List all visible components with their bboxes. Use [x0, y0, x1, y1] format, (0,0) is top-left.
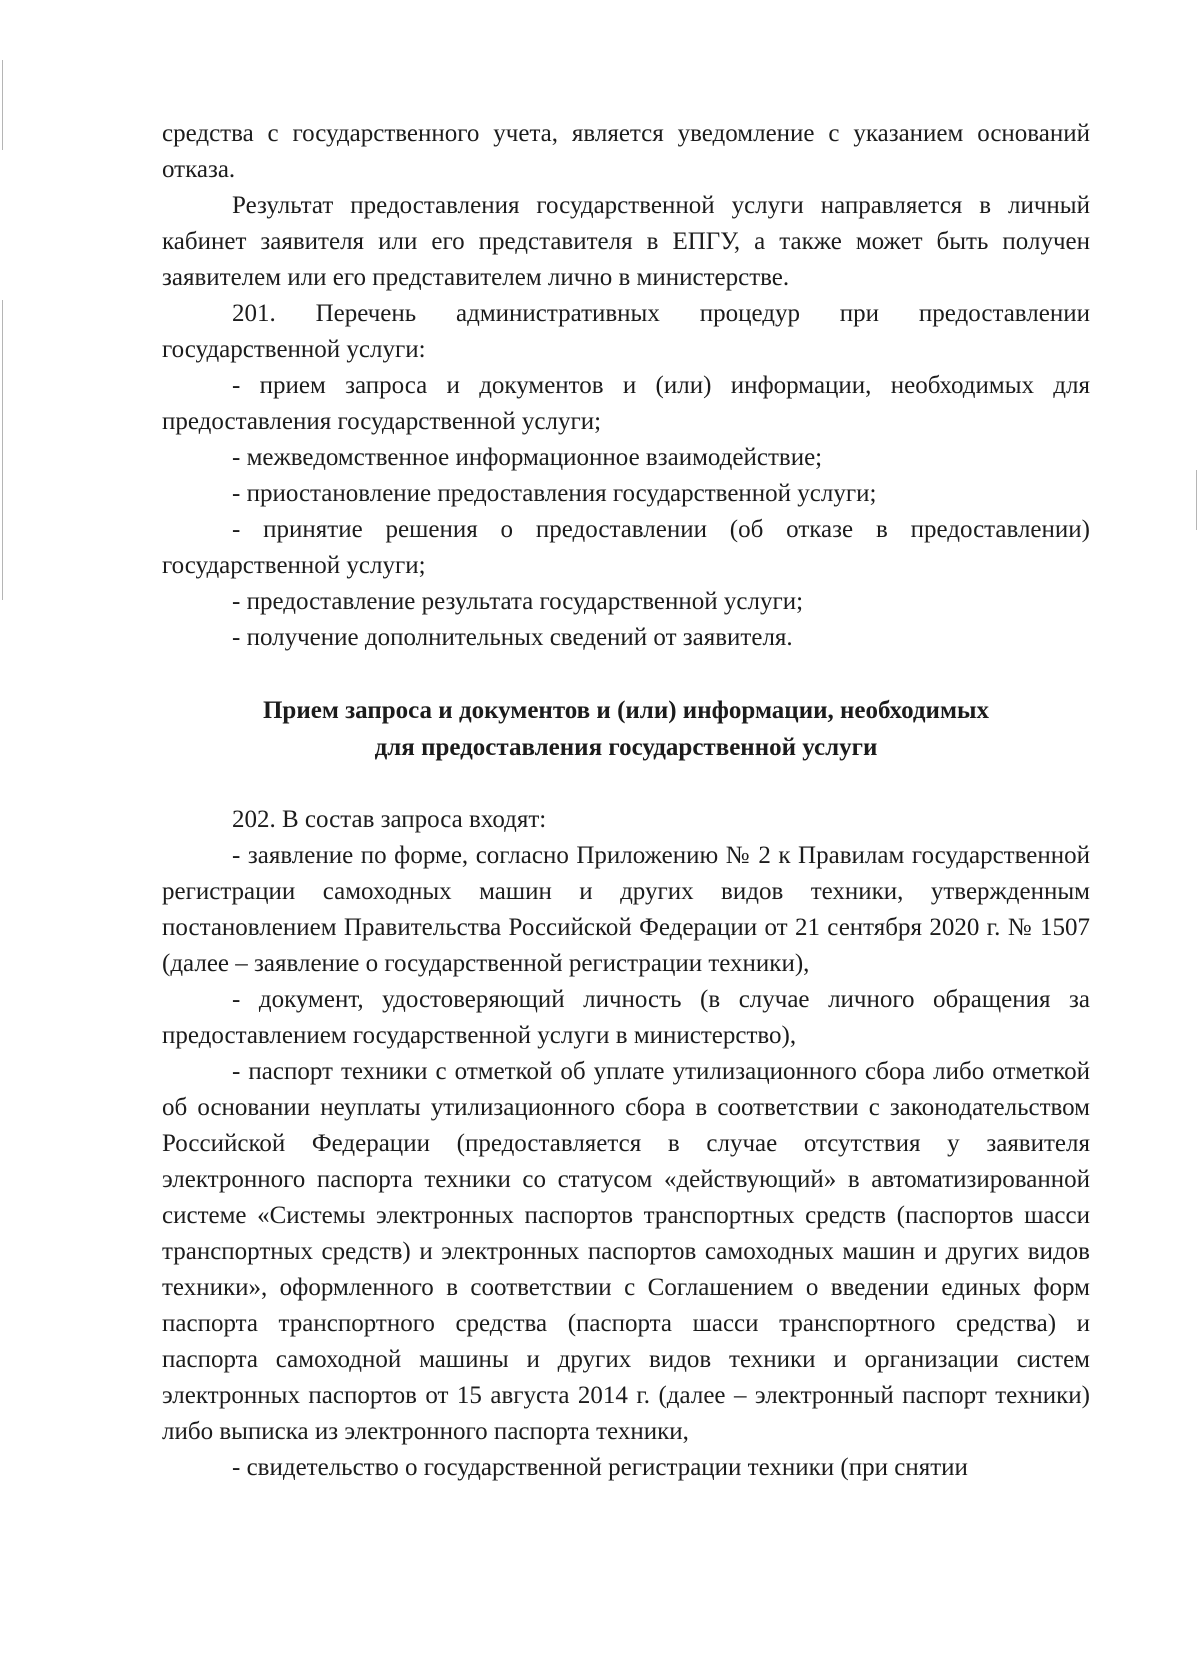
paragraph-q4: - паспорт техники с отметкой об уплате утилизационного сбора либо отметкой об основании неуплаты утилизационного сбора в соответствии с законодательством Российской Федерации (предоставляется в случае отсутствия у заявителя электронного паспорта техники со статусом «действующий» в автоматизированной системе «Системы электронных паспортов транспортных средств (паспортов шасси транспортных средств) и электронных паспортов самоходных машин и других видов техники», оформленного в соответствии с Соглашением о введении единых форм паспорта транспортного средства (паспорта шасси транспортного средства) и паспорта самоходной машины и других видов техники и организации систем электронных паспортов от 15 августа 2014 г. (далее – электронный паспорт техники) либо выписка из электронного паспорта техники,	[162, 1058, 1090, 1445]
scan-edge-mark	[1196, 470, 1197, 530]
spacer	[162, 766, 1090, 802]
paragraph-p8: - предоставление результата государственной услуги;	[232, 588, 804, 615]
heading-line-1: Прием запроса и документов и (или) информации, необходимых	[262, 697, 989, 724]
bottom-paragraphs	[162, 802, 1090, 1486]
paragraph-p4: - прием запроса и документов и (или) информации, необходимых для предоставления государственной услуги;	[162, 372, 1090, 435]
document-body	[162, 116, 1090, 1486]
scan-edge-mark	[2, 300, 3, 600]
top-paragraphs	[162, 116, 1090, 656]
paragraph-p5: - межведомственное информационное взаимодействие;	[232, 444, 823, 471]
paragraph-p6: - приостановление предоставления государственной услуги;	[232, 480, 877, 507]
heading-line-2: для предоставления государственной услуги	[374, 734, 878, 761]
paragraph-p1: средства с государственного учета, является уведомление с указанием оснований отказа.	[162, 120, 1090, 183]
section-heading	[162, 692, 1090, 766]
paragraph-p7: - принятие решения о предоставлении (об отказе в предоставлении) государственной услуги;	[162, 516, 1090, 579]
paragraph-q1: 202. В состав запроса входят:	[232, 806, 547, 833]
paragraph-q3: - документ, удостоверяющий личность (в случае личного обращения за предоставлением государственной услуги в министерство),	[162, 986, 1090, 1049]
paragraph-p2: Результат предоставления государственной услуги направляется в личный кабинет заявителя или его представителя в ЕПГУ, а также может быть получен заявителем или его представителем лично в министерстве.	[162, 192, 1090, 291]
scan-edge-mark	[2, 60, 3, 150]
paragraph-q2: - заявление по форме, согласно Приложению № 2 к Правилам государственной регистрации самоходных машин и других видов техники, утвержденным постановлением Правительства Российской Федерации от 21 сентября 2020 г. № 1507 (далее – заявление о государственной регистрации техники),	[162, 842, 1090, 977]
spacer	[162, 656, 1090, 692]
paragraph-p3: 201. Перечень административных процедур при предоставлении государственной услуги:	[162, 300, 1090, 363]
paragraph-q5: - свидетельство о государственной регистрации техники (при снятии	[232, 1454, 968, 1481]
paragraph-p9: - получение дополнительных сведений от заявителя.	[232, 624, 793, 651]
